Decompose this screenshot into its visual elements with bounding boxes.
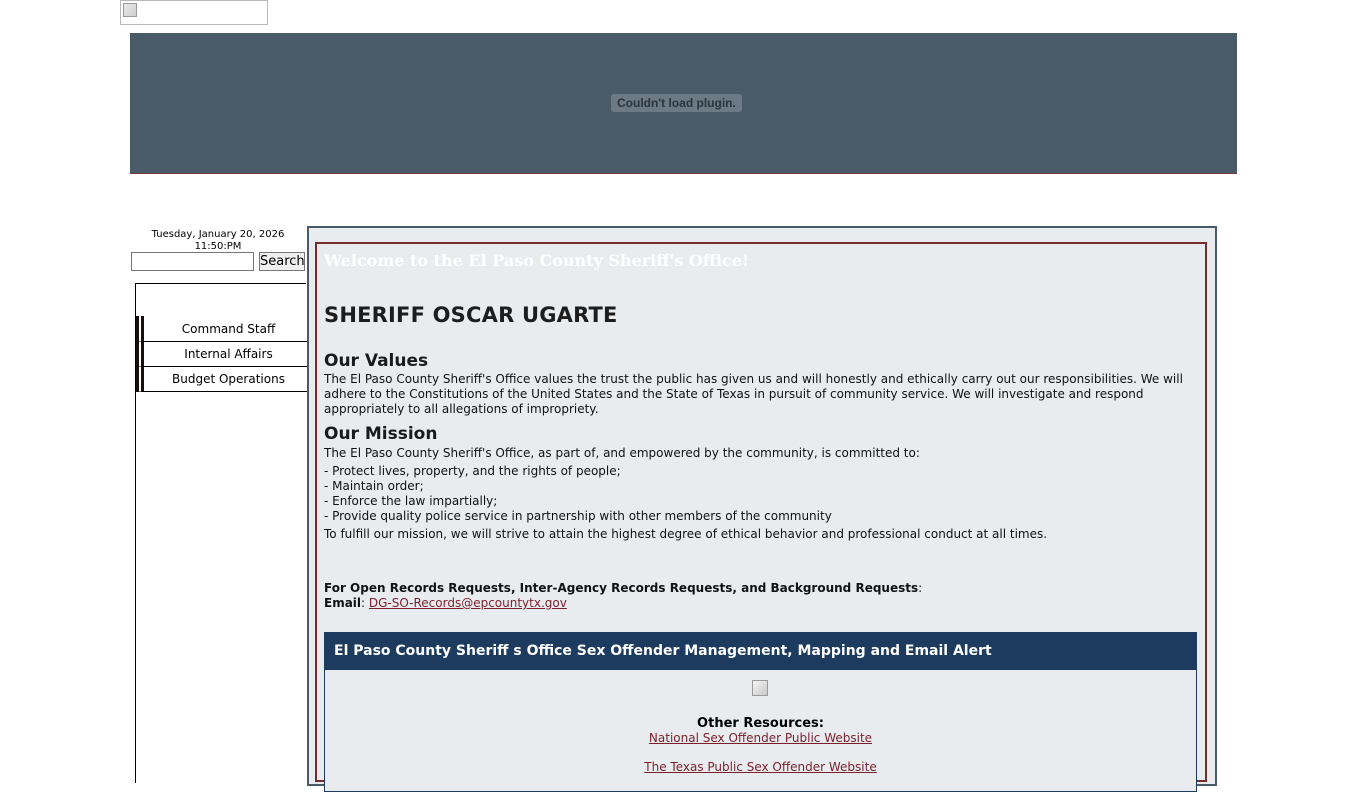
sidebar-nav <box>135 283 306 783</box>
search-input[interactable] <box>131 252 254 271</box>
records-label: For Open Records Requests, Inter-Agency Records Requests, and Background Requests <box>324 581 919 595</box>
current-date: Tuesday, January 20, 2026 <box>151 229 285 240</box>
other-resources-label: Other Resources: <box>697 716 824 731</box>
sex-offender-heading: El Paso County Sheriff s Office Sex Offender Management, Mapping and Email Alert <box>325 633 1196 670</box>
email-label: Email <box>324 596 362 610</box>
sidebar-item-internal-affairs[interactable]: Internal Affairs <box>136 342 307 367</box>
records-email-link[interactable]: DG-SO-Records@epcountytx.gov <box>368 596 567 610</box>
offender-map-broken-image-icon[interactable] <box>752 680 768 696</box>
sheriff-title: SHERIFF OSCAR UGARTE <box>324 303 618 327</box>
values-text: The El Paso County Sheriff's Office values the trust the public has given us and will honestly and ethically carry out our responsibilities. We will adhere to the Constitutions of the United States and the State of Texas in pursuit of community service. We will investigate and respond appropriately to all allegations of impropriety. <box>324 372 1183 416</box>
plugin-error-message: Couldn't load plugin. <box>611 94 742 112</box>
sidebar-item-budget-operations[interactable]: Budget Operations <box>136 367 307 392</box>
sidebar-menu <box>136 316 307 392</box>
mission-item: - Protect lives, property, and the rights of people; <box>324 464 621 478</box>
records-request-info <box>324 581 922 611</box>
records-colon: : <box>918 581 923 595</box>
search-button[interactable]: Search <box>259 252 305 271</box>
date-time-display <box>130 229 306 253</box>
mission-item: - Provide quality police service in partnership with other members of the community <box>324 509 832 523</box>
mission-closing: To fulfill our mission, we will strive to attain the highest degree of ethical behavior and professional conduct at all times. <box>324 527 1048 541</box>
texas-sex-offender-link[interactable]: The Texas Public Sex Offender Website <box>644 760 877 774</box>
logo-broken-image-icon <box>120 0 268 25</box>
mission-heading: Our Mission <box>324 424 438 444</box>
mission-item: - Maintain order; <box>324 479 424 493</box>
welcome-heading: Welcome to the El Paso County Sheriff's Office! <box>324 251 749 270</box>
sidebar-item-command-staff[interactable]: Command Staff <box>136 316 307 342</box>
mission-item: - Enforce the law impartially; <box>324 494 498 508</box>
values-heading: Our Values <box>324 351 429 371</box>
national-sex-offender-link[interactable]: National Sex Offender Public Website <box>648 731 873 745</box>
email-colon: : <box>361 596 369 610</box>
mission-list <box>324 464 832 524</box>
current-time: 11:50:PM <box>194 241 242 252</box>
sex-offender-panel <box>324 632 1197 792</box>
mission-intro: The El Paso County Sheriff's Office, as part of, and empowered by the community, is committed to: <box>324 446 920 460</box>
main-content <box>324 250 1198 774</box>
